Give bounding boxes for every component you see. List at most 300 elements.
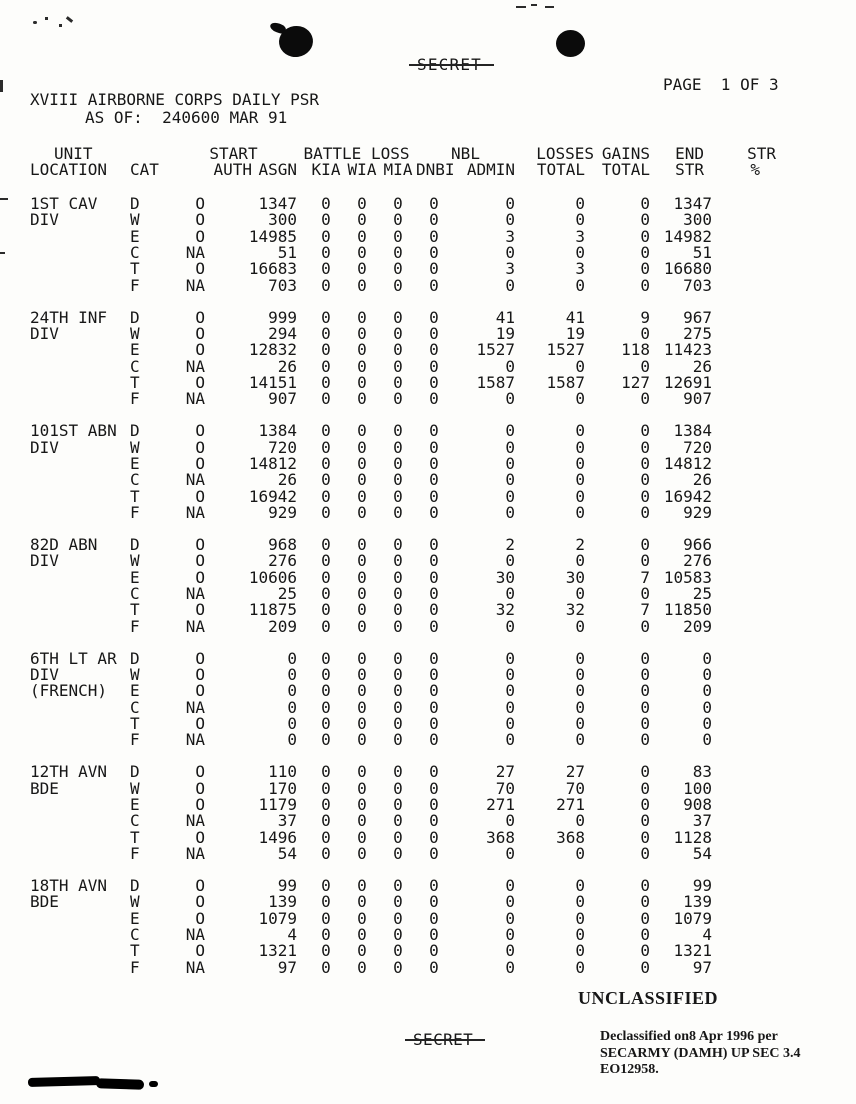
mia-cell: 0 [393,243,403,263]
losses-total-cell: 3 [575,226,585,246]
end-str-cell: 703 [683,275,712,295]
table-row [30,391,780,407]
asgn-cell: 0 [287,697,297,717]
wia-cell: 0 [357,567,367,587]
title-block [30,91,319,126]
kia-cell: 0 [321,794,331,814]
end-str-cell: 929 [683,503,712,523]
mia-cell: 0 [393,356,403,376]
admin-cell: 19 [495,323,515,343]
wia-cell: 0 [357,226,367,246]
cat-cell: W [130,664,140,684]
unit-name-cell [30,619,130,635]
wia-cell: 0 [357,210,367,230]
declass-line: EO12958. [600,1062,659,1077]
end-str-cell: 97 [692,957,712,977]
str-pct-cell [712,310,780,326]
admin-cell: 30 [495,567,515,587]
mia-cell: 0 [393,389,403,409]
unit-name-cell: DIV [30,437,59,457]
kia-cell: 0 [321,470,331,490]
gains-total-cell: 0 [640,453,650,473]
table-row [30,261,780,277]
end-str-cell: 51 [692,243,712,263]
as-of-line: AS OF: 240600 MAR 91 [85,107,288,127]
losses-total-cell: 0 [575,421,585,441]
admin-cell: 0 [505,811,515,831]
losses-total-cell: 0 [575,664,585,684]
cat-cell: D [130,762,140,782]
end-str-cell: 908 [683,794,712,814]
mia-cell: 0 [393,323,403,343]
asgn-cell: 1384 [258,421,297,441]
unit-group [30,193,780,295]
losses-total-cell: 0 [575,681,585,701]
wia-cell: 0 [357,908,367,928]
losses-total-cell: 0 [575,713,585,733]
gains-total-cell: 0 [640,664,650,684]
table-row [30,697,780,717]
losses-total-cell: 0 [575,437,585,457]
gains-total-cell: 0 [640,210,650,230]
str-pct-cell [712,700,780,716]
wia-cell: 0 [357,486,367,506]
table-row [30,957,780,977]
str-pct-cell [712,894,780,910]
wia-cell: 0 [357,193,367,213]
end-str-cell: 1384 [673,421,712,441]
mia-cell: 0 [393,307,403,327]
str-pct-cell [712,830,780,846]
header-losses: LOSSES [536,144,594,163]
asgn-cell: 16683 [248,259,297,279]
losses-total-cell: 0 [575,875,585,895]
dnbi-cell: 0 [429,193,439,213]
asgn-cell: 968 [268,534,297,554]
table-row [30,924,780,944]
wia-cell: 0 [357,437,367,457]
admin-cell: 0 [505,470,515,490]
wia-cell: 0 [357,340,367,360]
wia-cell: 0 [357,600,367,620]
end-str-cell: 0 [702,730,712,750]
mia-cell: 0 [393,437,403,457]
losses-total-cell: 19 [565,323,585,343]
wia-cell: 0 [357,243,367,263]
end-str-cell: 300 [683,210,712,230]
str-pct-cell [712,797,780,813]
kia-cell: 0 [321,843,331,863]
losses-total-cell: 0 [575,908,585,928]
scan-blob [96,1078,144,1090]
mia-cell: 0 [393,664,403,684]
cat-cell: T [130,713,140,733]
gains-total-cell: 0 [640,583,650,603]
gains-total-cell: 0 [640,762,650,782]
classification-stamp-top: SECRET [417,55,482,74]
wia-cell: 0 [357,730,367,750]
mia-cell: 0 [393,941,403,961]
mia-cell: 0 [393,762,403,782]
gains-total-cell: 0 [640,356,650,376]
losses-total-cell: 2 [575,534,585,554]
admin-cell: 0 [505,843,515,863]
str-pct-cell [712,440,780,456]
cat-cell: F [130,843,140,863]
wia-cell: 0 [357,843,367,863]
end-str-cell: 0 [702,664,712,684]
gains-total-cell: 0 [640,908,650,928]
str-pct-cell [712,537,780,553]
dnbi-cell: 0 [429,567,439,587]
dnbi-cell: 0 [429,941,439,961]
kia-cell: 0 [321,583,331,603]
asgn-cell: 54 [277,843,297,863]
wia-cell: 0 [357,924,367,944]
kia-cell: 0 [321,567,331,587]
cat-cell: D [130,875,140,895]
asgn-cell: 12832 [248,340,297,360]
dnbi-cell: 0 [429,323,439,343]
unit-name-cell: BDE [30,892,59,912]
gains-total-cell: 0 [640,470,650,490]
header-cat: CAT [130,160,159,180]
mia-cell: 0 [393,697,403,717]
unit-name-cell: 101ST ABN [30,421,117,441]
kia-cell: 0 [321,681,331,701]
header-wia: WIA [347,160,377,180]
end-str-cell: 967 [683,307,712,327]
wia-cell: 0 [357,307,367,327]
header-end-str: STR [675,160,704,180]
admin-cell: 0 [505,356,515,376]
end-str-cell: 54 [692,843,712,863]
unit-name-cell [30,278,130,294]
dnbi-cell: 0 [429,340,439,360]
table-row [30,453,780,473]
admin-cell: 0 [505,664,515,684]
unit-name-cell [30,911,130,927]
cat-cell: F [130,275,140,295]
gains-total-cell: 0 [640,811,650,831]
end-str-cell: 11423 [663,340,712,360]
kia-cell: 0 [321,697,331,717]
str-pct-cell [712,472,780,488]
wia-cell: 0 [357,713,367,733]
wia-cell: 0 [357,762,367,782]
gains-total-cell: 0 [640,875,650,895]
admin-cell: 0 [505,243,515,263]
auth-cell: NA [185,730,205,750]
asgn-cell: 14151 [248,373,297,393]
dnbi-cell: 0 [429,600,439,620]
auth-cell: O [195,486,205,506]
str-pct-cell [712,602,780,618]
kia-cell: 0 [321,356,331,376]
admin-cell: 0 [505,616,515,636]
admin-cell: 0 [505,941,515,961]
unit-name-cell [30,797,130,813]
wia-cell: 0 [357,356,367,376]
admin-cell: 0 [505,551,515,571]
cat-cell: E [130,794,140,814]
cat-cell: C [130,243,140,263]
table-row [30,943,780,959]
str-pct-cell [712,278,780,294]
cat-cell: D [130,534,140,554]
unit-name-cell: DIV [30,664,59,684]
gains-total-cell: 0 [640,226,650,246]
table-row [30,307,780,327]
dnbi-cell: 0 [429,210,439,230]
mia-cell: 0 [393,794,403,814]
auth-cell: O [195,307,205,327]
str-pct-cell [712,716,780,732]
gains-total-cell: 0 [640,437,650,457]
kia-cell: 0 [321,373,331,393]
dnbi-cell: 0 [429,681,439,701]
header-admin: ADMIN [466,160,515,180]
asgn-cell: 907 [268,389,297,409]
auth-cell: O [195,226,205,246]
admin-cell: 0 [505,453,515,473]
unit-name-cell [30,943,130,959]
asgn-cell: 11875 [248,600,297,620]
table-row [30,486,780,506]
kia-cell: 0 [321,210,331,230]
gains-total-cell: 0 [640,486,650,506]
end-str-cell: 720 [683,437,712,457]
unit-name-cell: DIV [30,210,59,230]
wia-cell: 0 [357,453,367,473]
dnbi-cell: 0 [429,470,439,490]
wia-cell: 0 [357,941,367,961]
table-row [30,193,780,213]
losses-total-cell: 0 [575,551,585,571]
unit-name-cell [30,245,130,261]
auth-cell: NA [185,470,205,490]
end-str-cell: 907 [683,389,712,409]
auth-cell: NA [185,924,205,944]
unit-name-cell [30,830,130,846]
table-row [30,602,780,618]
unit-name-cell [30,342,130,358]
dnbi-cell: 0 [429,373,439,393]
auth-cell: O [195,892,205,912]
cat-cell: D [130,193,140,213]
str-pct-cell [712,456,780,472]
admin-cell: 32 [495,600,515,620]
unit-group [30,534,780,636]
auth-cell: NA [185,503,205,523]
mia-cell: 0 [393,648,403,668]
end-str-cell: 16942 [663,486,712,506]
gains-total-cell: 0 [640,827,650,847]
wia-cell: 0 [357,259,367,279]
gains-total-cell: 0 [640,713,650,733]
end-str-cell: 209 [683,616,712,636]
str-pct-cell [712,553,780,569]
unit-name-cell [30,586,130,602]
cat-cell: F [130,957,140,977]
mia-cell: 0 [393,259,403,279]
gains-total-cell: 0 [640,924,650,944]
end-str-cell: 10583 [663,567,712,587]
wia-cell: 0 [357,616,367,636]
losses-total-cell: 1587 [546,373,585,393]
cat-cell: E [130,567,140,587]
cat-cell: F [130,616,140,636]
cat-cell: D [130,307,140,327]
losses-total-cell: 368 [556,827,585,847]
gains-total-cell: 0 [640,778,650,798]
mia-cell: 0 [393,924,403,944]
unit-name-cell: BDE [30,778,59,798]
mia-cell: 0 [393,226,403,246]
admin-cell: 3 [505,259,515,279]
kia-cell: 0 [321,307,331,327]
dnbi-cell: 0 [429,275,439,295]
losses-total-cell: 32 [565,600,585,620]
mia-cell: 0 [393,193,403,213]
table-row [30,505,780,521]
kia-cell: 0 [321,437,331,457]
cat-cell: W [130,437,140,457]
gains-total-cell: 118 [621,340,650,360]
end-str-cell: 83 [692,762,712,782]
str-pct-cell [712,505,780,521]
gains-total-cell: 0 [640,730,650,750]
unit-name-cell: DIV [30,551,59,571]
asgn-cell: 110 [268,762,297,782]
auth-cell: NA [185,697,205,717]
losses-total-cell: 0 [575,843,585,863]
unit-name-cell: 1ST CAV [30,193,98,213]
asgn-cell: 139 [268,892,297,912]
mia-cell: 0 [393,373,403,393]
dnbi-cell: 0 [429,697,439,717]
table-row [30,732,780,748]
scan-artifact [66,16,73,23]
admin-cell: 368 [486,827,515,847]
admin-cell: 0 [505,486,515,506]
asgn-cell: 1321 [258,941,297,961]
cat-cell: F [130,730,140,750]
mia-cell: 0 [393,957,403,977]
wia-cell: 0 [357,421,367,441]
unit-name-cell [30,813,130,829]
unit-name-cell: (FRENCH) [30,681,108,701]
asgn-cell: 97 [277,957,297,977]
admin-cell: 0 [505,875,515,895]
str-pct-cell [712,667,780,683]
losses-total-cell: 3 [575,259,585,279]
hole-punch-mark [277,24,315,59]
admin-cell: 271 [486,794,515,814]
cat-cell: E [130,908,140,928]
asgn-cell: 720 [268,437,297,457]
str-pct-cell [712,212,780,228]
kia-cell: 0 [321,193,331,213]
gains-total-cell: 0 [640,681,650,701]
mia-cell: 0 [393,616,403,636]
mia-cell: 0 [393,453,403,473]
wia-cell: 0 [357,583,367,603]
mia-cell: 0 [393,730,403,750]
wia-cell: 0 [357,778,367,798]
kia-cell: 0 [321,730,331,750]
str-pct-cell [712,245,780,261]
end-str-cell: 26 [692,470,712,490]
losses-total-cell: 0 [575,648,585,668]
dnbi-cell: 0 [429,307,439,327]
unit-group [30,648,780,750]
asgn-cell: 51 [277,243,297,263]
header-losses-total: TOTAL [536,160,585,180]
unit-name-cell [30,261,130,277]
auth-cell: O [195,778,205,798]
header-gains-total: TOTAL [601,160,650,180]
mia-cell: 0 [393,210,403,230]
mia-cell: 0 [393,843,403,863]
kia-cell: 0 [321,827,331,847]
table-row [30,534,780,554]
wia-cell: 0 [357,875,367,895]
cat-cell: W [130,551,140,571]
end-str-cell: 1321 [673,941,712,961]
unit-name-cell [30,732,130,748]
auth-cell: O [195,875,205,895]
asgn-cell: 0 [287,681,297,701]
header-start: START [209,144,258,163]
mia-cell: 0 [393,681,403,701]
page-number-label: PAGE 1 OF 3 [663,75,779,94]
cat-cell: E [130,340,140,360]
gains-total-cell: 7 [640,600,650,620]
mia-cell: 0 [393,340,403,360]
mia-cell: 0 [393,551,403,571]
unit-name-cell [30,359,130,375]
wia-cell: 0 [357,503,367,523]
admin-cell: 0 [505,957,515,977]
str-pct-cell [712,943,780,959]
asgn-cell: 0 [287,713,297,733]
cat-cell: W [130,778,140,798]
asgn-cell: 300 [268,210,297,230]
wia-cell: 0 [357,534,367,554]
admin-cell: 1527 [476,340,515,360]
dnbi-cell: 0 [429,664,439,684]
str-pct-cell [712,878,780,894]
unit-name-cell [30,456,130,472]
mia-cell: 0 [393,486,403,506]
dnbi-cell: 0 [429,843,439,863]
admin-cell: 41 [495,307,515,327]
scan-artifact [0,198,8,200]
unit-group [30,307,780,409]
wia-cell: 0 [357,470,367,490]
gains-total-cell: 0 [640,323,650,343]
scan-artifact [0,252,5,254]
str-pct-cell [712,570,780,586]
scan-artifact [531,4,537,6]
admin-cell: 0 [505,908,515,928]
header-battle-loss: BATTLE LOSS [303,144,410,163]
asgn-cell: 0 [287,648,297,668]
admin-cell: 0 [505,681,515,701]
gains-total-cell: 0 [640,503,650,523]
admin-cell: 0 [505,421,515,441]
